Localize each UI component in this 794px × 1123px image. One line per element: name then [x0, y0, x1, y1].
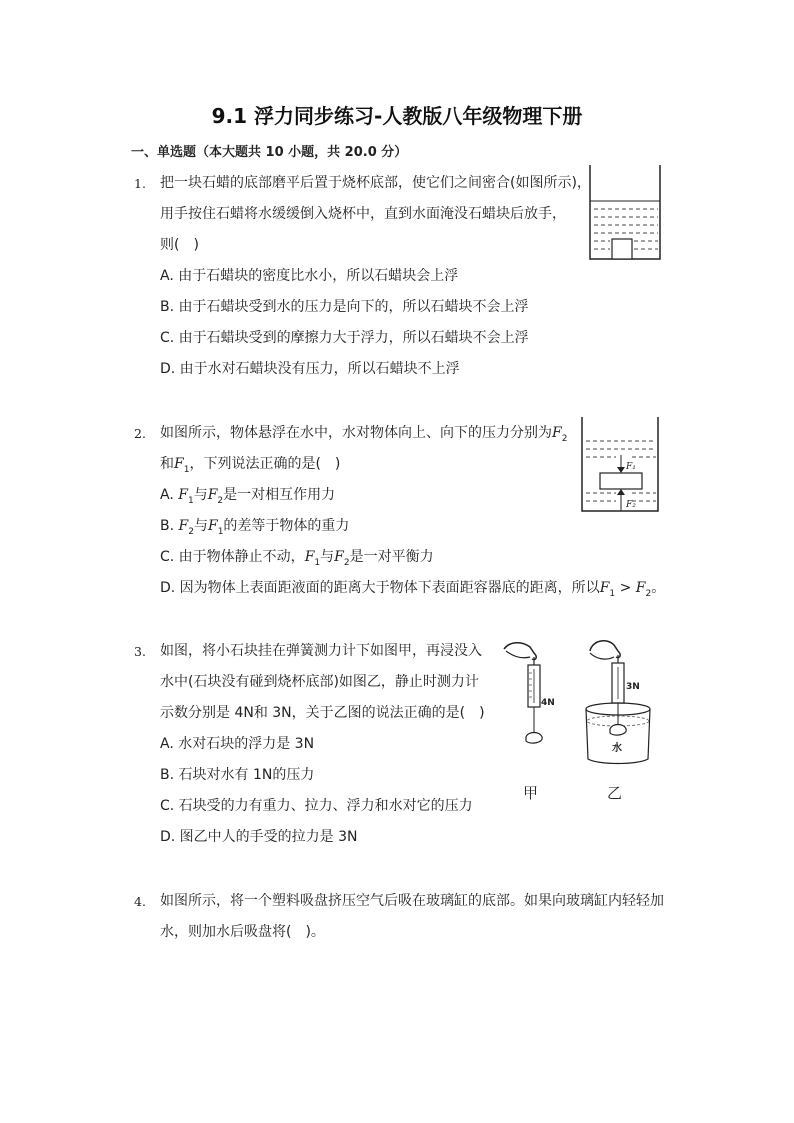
option-c[interactable]: C. 由于石蜡块受到的摩擦力大于浮力，所以石蜡块不会上浮: [160, 330, 529, 346]
option-b[interactable]: B. $F_2$与$F_1$的差等于物体的重力: [160, 518, 350, 537]
question-text-line: 用手按住石蜡将水缓缓倒入烧杯中，直到水面淹没石蜡块后放手，: [160, 206, 566, 222]
question-text-line: 水中(石块没有碰到烧杯底部)如图乙，静止时测力计: [160, 674, 479, 690]
section-heading: 一、单选题（本大题共 10 小题，共 20.0 分）: [131, 145, 408, 160]
hand-icon: [590, 641, 620, 658]
spring-scale-figure-jia: [500, 637, 570, 757]
option-d[interactable]: D. 由于水对石蜡块没有压力，所以石蜡块不上浮: [160, 361, 460, 377]
question-number: 2.: [134, 426, 146, 441]
question-text-line: 如图所示，物体悬浮在水中，水对物体向上、向下的压力分别为$F_2$: [160, 425, 568, 444]
suspended-object-figure: [580, 417, 660, 513]
scale-reading: 4N: [541, 698, 555, 708]
figure-label-yi: 乙: [607, 784, 623, 802]
option-d[interactable]: D. 因为物体上表面距液面的距离大于物体下表面距容器底的距离，所以$F_1 > F_2$。: [160, 580, 666, 599]
page-title: 9.1 浮力同步练习-人教版八年级物理下册: [211, 104, 583, 128]
question-text-line: 水，则加水后吸盘将( )。: [160, 924, 325, 940]
question-text-line: 如图所示，将一个塑料吸盘挤压空气后吸在玻璃缸的底部。如果向玻璃缸内轻轻加: [160, 893, 664, 909]
option-a[interactable]: A. 水对石块的浮力是 3N: [160, 736, 315, 752]
option-c[interactable]: C. 石块受的力有重力、拉力、浮力和水对它的压力: [160, 798, 473, 814]
stone: [526, 733, 542, 744]
scale-reading: 3N: [626, 682, 640, 692]
suspended-object: [600, 473, 642, 489]
stone: [610, 725, 626, 736]
question-text-line: 示数分别是 4N和 3N，关于乙图的说法正确的是( ): [160, 705, 485, 721]
beaker-wax-figure: [588, 165, 662, 261]
spring-scale-figure-yi: [578, 633, 658, 765]
figure-label-jia: 甲: [523, 784, 539, 802]
question-text-line: 则( ): [160, 237, 199, 253]
question-number: 3.: [134, 644, 146, 659]
option-b[interactable]: B. 由于石蜡块受到水的压力是向下的，所以石蜡块不会上浮: [160, 299, 529, 315]
option-d[interactable]: D. 图乙中人的手受的拉力是 3N: [160, 829, 358, 845]
question-number: 4.: [134, 894, 146, 909]
option-a[interactable]: A. 由于石蜡块的密度比水小，所以石蜡块会上浮: [160, 268, 459, 284]
question-text-line: 如图，将小石块挂在弹簧测力计下如图甲，再浸没入: [160, 643, 482, 659]
f2-label: F₂: [626, 500, 636, 510]
f1-label: F₁: [626, 462, 636, 472]
question-text-line: 和$F_1$，下列说法正确的是( ): [160, 456, 341, 475]
wax-block: [612, 239, 632, 259]
option-a[interactable]: A. $F_1$与$F_2$是一对相互作用力: [160, 487, 336, 506]
option-c[interactable]: C. 由于物体静止不动，$F_1$与$F_2$是一对平衡力: [160, 549, 434, 568]
water-label: 水: [612, 743, 622, 754]
question-text-line: 把一块石蜡的底部磨平后置于烧杯底部，使它们之间密合(如图所示)，: [160, 175, 591, 191]
option-b[interactable]: B. 石块对水有 1N的压力: [160, 767, 315, 783]
question-number: 1.: [134, 176, 146, 191]
